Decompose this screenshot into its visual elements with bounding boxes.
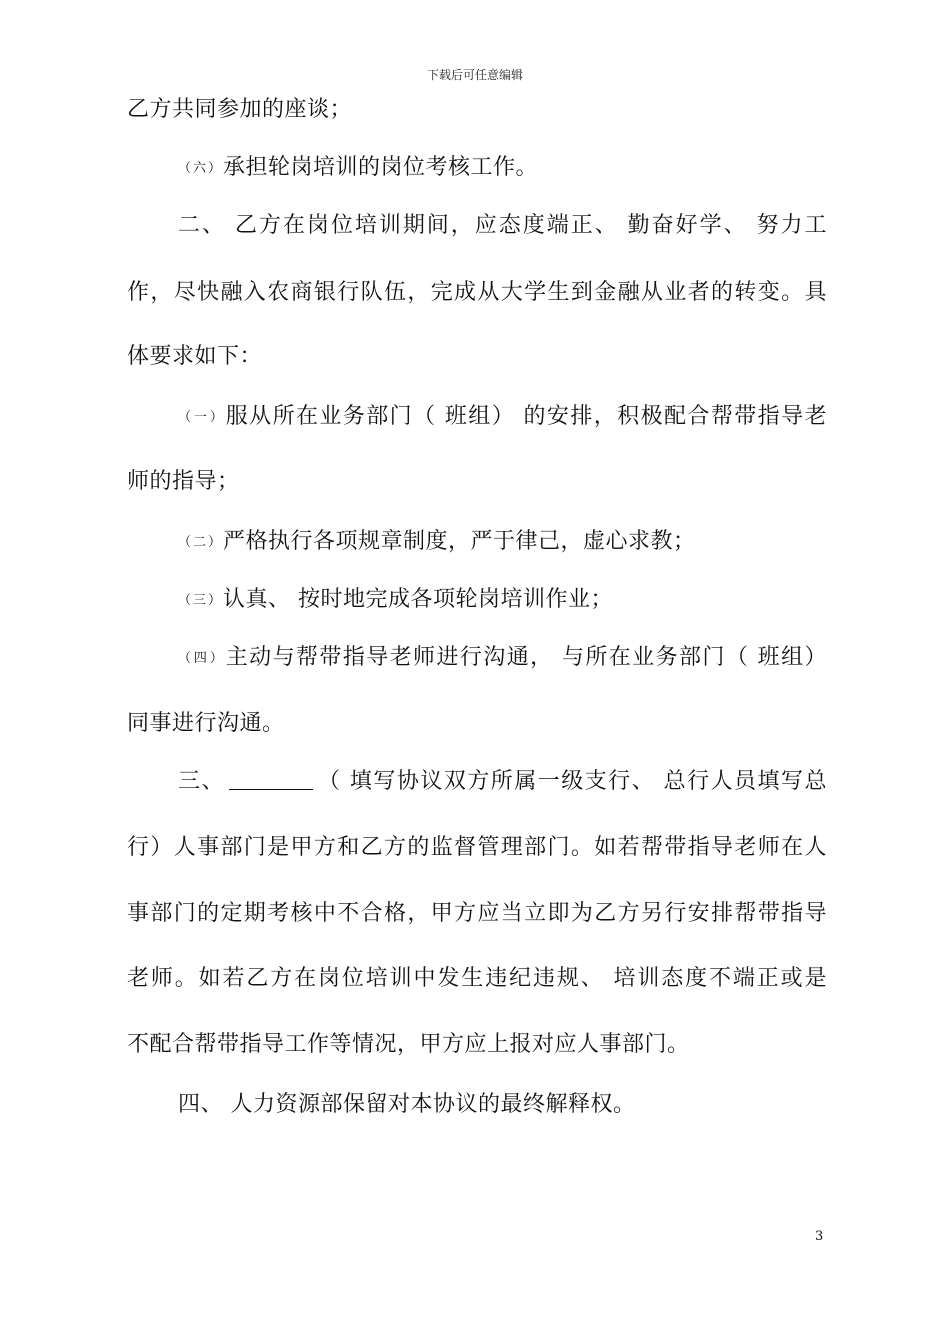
section-four: 四、 人力资源部保留对本协议的最终解释权。	[178, 1092, 636, 1117]
fill-in-blank	[229, 769, 313, 790]
body-line-14: 事部门的定期考核中不合格，甲方应当立即为乙方另行安排帮带指导	[127, 901, 827, 926]
item-six	[178, 153, 878, 184]
item-four-number: （四）	[178, 651, 226, 666]
body-line-1: 乙方共同参加的座谈；	[127, 97, 353, 122]
body-line-7: 师的指导；	[127, 469, 240, 494]
section-three-text: （ 填写协议双方所属一级支行、 总行人员填写总	[316, 769, 827, 794]
item-two	[178, 527, 878, 558]
item-three-number: （三）	[178, 593, 224, 608]
item-one	[178, 402, 827, 433]
item-two-number: （二）	[178, 535, 224, 550]
item-six-text: 承担轮岗培训的岗位考核工作。	[223, 155, 539, 180]
item-three-text: 认真、 按时地完成各项轮岗培训作业；	[223, 587, 614, 612]
body-line-13: 行）人事部门是甲方和乙方的监督管理部门。如若帮带指导老师在人	[127, 835, 827, 860]
item-six-number: （六）	[178, 161, 224, 176]
item-one-number: （一）	[178, 410, 226, 425]
body-line-15: 老师。如若乙方在岗位培训中发生违纪违规、 培训态度不端正或是	[127, 966, 827, 991]
item-two-text: 严格执行各项规章制度，严于律己，虚心求教；	[223, 529, 696, 554]
section-two-heading: 二、 乙方在岗位培训期间，应态度端正、 勤奋好学、 努力工	[178, 213, 827, 238]
body-line-16: 不配合帮带指导工作等情况，甲方应上报对应人事部门。	[127, 1032, 690, 1057]
body-line-5: 体要求如下：	[127, 344, 263, 369]
page-header: 下载后可任意编辑	[426, 68, 523, 82]
section-three-number: 三、	[178, 769, 225, 794]
item-four-text: 主动与帮带指导老师进行沟通， 与所在业务部门（ 班组）	[225, 645, 827, 670]
item-four	[178, 643, 827, 674]
item-one-text: 服从所在业务部门（ 班组） 的安排，积极配合帮带指导老	[225, 404, 827, 429]
body-line-11: 同事进行沟通。	[127, 711, 285, 736]
body-line-4: 作，尽快融入农商银行队伍，完成从大学生到金融从业者的转变。具	[127, 280, 827, 305]
page-number: 3	[815, 1229, 824, 1244]
item-three	[178, 585, 878, 616]
section-three-heading	[178, 767, 827, 797]
